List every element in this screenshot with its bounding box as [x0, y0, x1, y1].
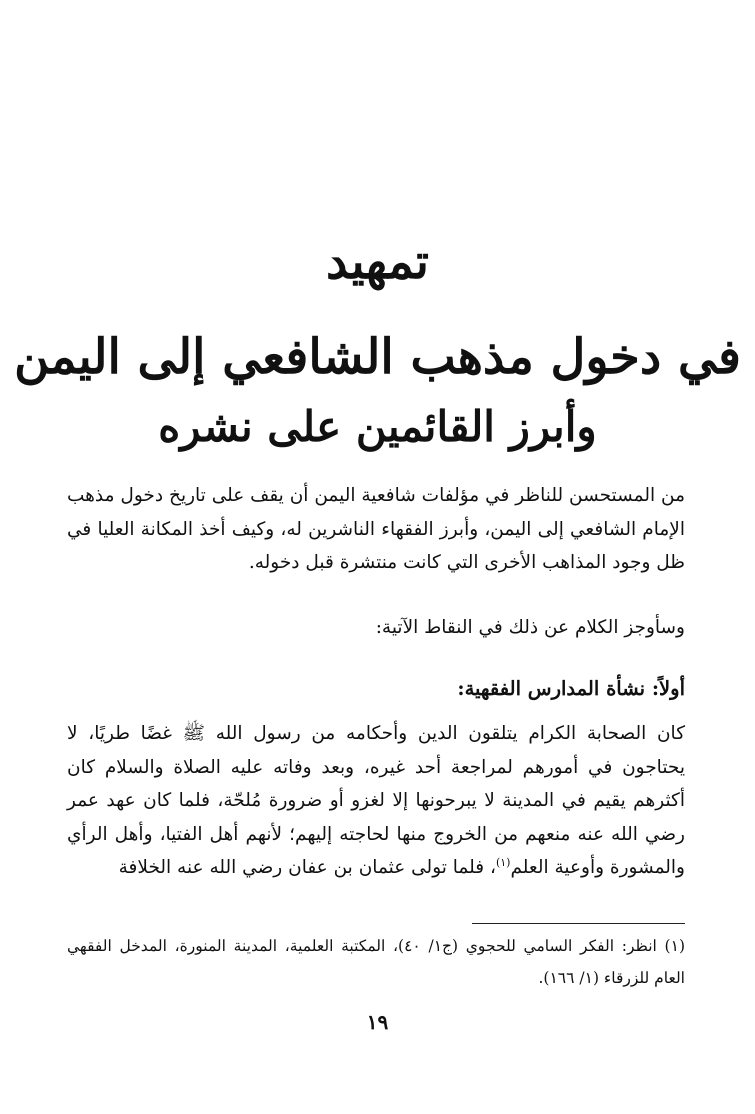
- intro-text: من المستحسن للناظر في مؤلفات شافعية اليمن أن يقف على تاريخ دخول مذهب الإمام الشافعي إلى اليمن، وأبرز الفقهاء الناشرين له، وكيف أخذ المكانة العليا في ظل وجود المذاهب الأخرى التي كانت منتشرة قبل دخوله.: [67, 485, 685, 573]
- footnote: (١) انظر: الفكر السامي للحجوي (ج١/ ٤٠)، المكتبة العلمية، المدينة المنورة، المدخل الفقهي العام للزرقاء (١/ ١٦٦).: [67, 937, 685, 987]
- chapter-kicker: تمهيد: [326, 234, 429, 290]
- footnote-marker: (١): [495, 855, 511, 869]
- section-text-part-1: كان الصحابة الكرام يتلقون الدين وأحكامه من رسول الله ﷺ غضًا طريًا، لا يحتاجون في أمورهم لمراجعة أحد غيره، وبعد وفاته عليه الصلاة والسلام كان أكثرهم يقيم في المدينة لا يبرحونها إلا لغزو أو ضرورة مُلحّة، فلما كان عهد عمر رضي الله عنه منعهم من الخروج منها لحاجته إليهم؛ لأنهم أهل الفتيا، وأهل الرأي والمشورة وأوعية العلم: [67, 723, 685, 878]
- section-text: [67, 717, 685, 885]
- intro-text-2: وسأوجز الكلام عن ذلك في النقاط الآتية:: [375, 617, 685, 638]
- section-heading: أولاً: نشأة المدارس الفقهية:: [457, 677, 685, 700]
- chapter-title-line-1: في دخول مذهب الشافعي إلى اليمن: [14, 329, 741, 385]
- page-number: ١٩: [366, 1010, 389, 1034]
- footnote-divider: [472, 923, 685, 924]
- chapter-title-line-2: وأبرز القائمين على نشره: [158, 402, 597, 451]
- intro-paragraph: [67, 479, 685, 580]
- section-paragraph: [67, 717, 685, 885]
- section-text-part-2: ، فلما تولى عثمان بن عفان رضي الله عنه الخلافة: [118, 857, 496, 878]
- intro-paragraph-2: [67, 611, 685, 645]
